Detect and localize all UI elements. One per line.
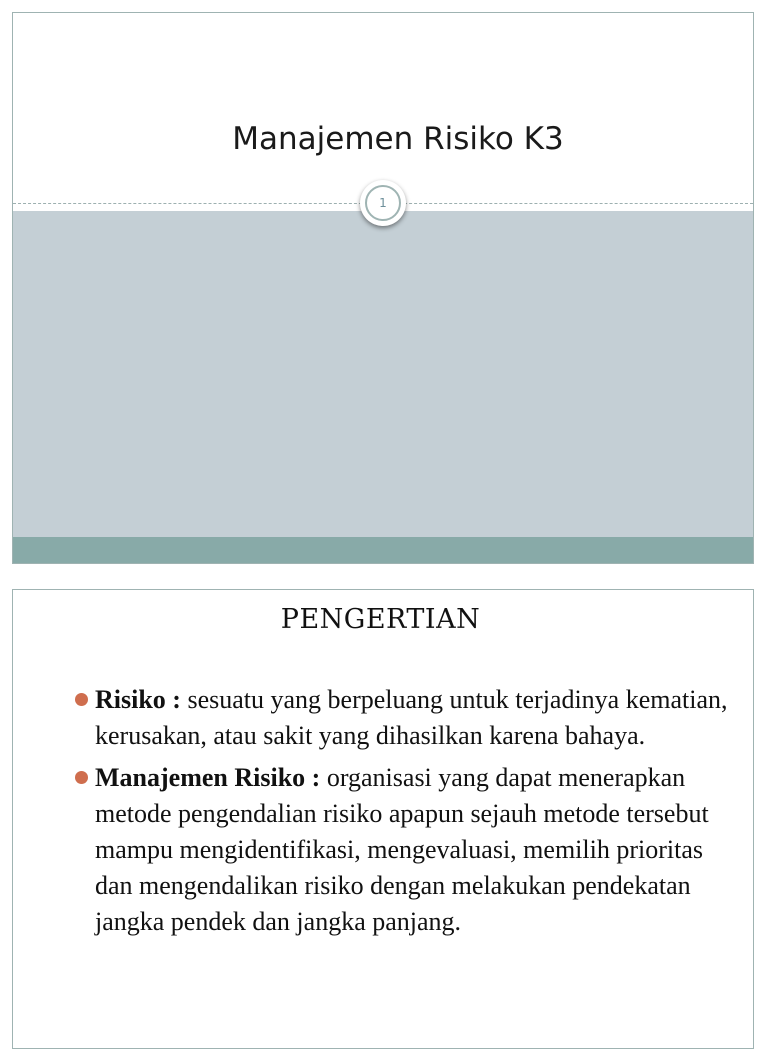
bullet-term: Manajemen Risiko : [95, 763, 321, 792]
footer-band [13, 537, 753, 563]
bullet-text: sesuatu yang berpeluang untuk terjadinya kematian, kerusakan, atau sakit yang dihasilkan karena bahaya. [95, 685, 728, 750]
content-slide [12, 589, 754, 1049]
bullet-list [75, 682, 735, 946]
bullet-term: Risiko : [95, 685, 181, 714]
slide-number: 1 [365, 185, 401, 221]
bullet-dot-icon [75, 771, 88, 784]
list-item [75, 760, 735, 940]
slide-number-badge [360, 180, 406, 226]
bullet-dot-icon [75, 693, 88, 706]
list-item [75, 682, 735, 754]
slide-heading: PENGERTIAN [280, 604, 481, 635]
title-area [13, 13, 753, 203]
bullet-text: organisasi yang dapat menerapkan metode pengendalian risiko apapun sejauh metode tersebut mampu mengidentifikasi, mengevaluasi, memilih prioritas dan mengendalikan risiko dengan melakukan pendekatan jangka pendek dan jangka panjang. [95, 763, 709, 936]
subtitle-panel [13, 211, 753, 538]
slide-title: Manajemen Risiko K3 [232, 121, 564, 157]
title-slide [12, 12, 754, 564]
